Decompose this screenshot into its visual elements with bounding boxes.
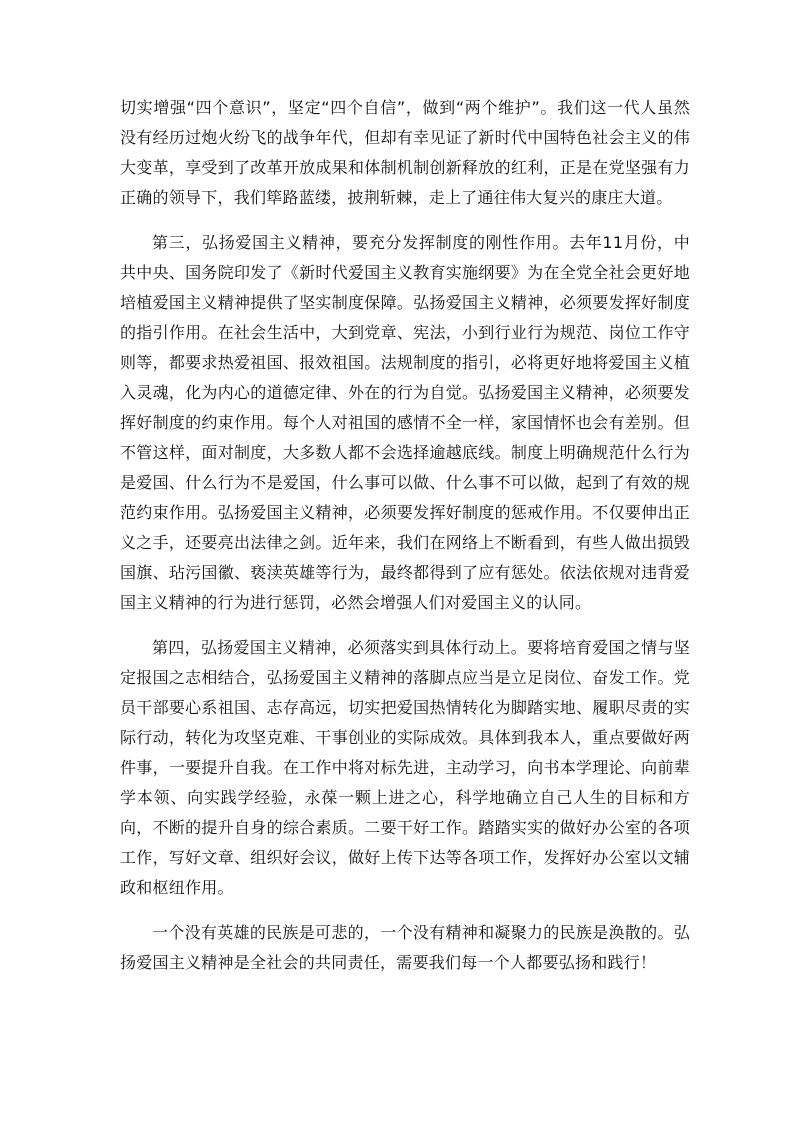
paragraph-continuation: 切实增强“四个意识”，坚定“四个自信”，做到“两个维护”。我们这一代人虽然没有经历过炮火纷飞的战争年代，但却有幸见证了新时代中国特色社会主义的伟大变革，享受到了改革开放成果和体制机制创新释放的红利，正是在党坚强有力正确的领导下，我们筚路蓝缕，披荆斩棘，走上了通往伟大复兴的康庄大道。 [120,98,690,207]
paragraph-third-point: 第三，弘扬爱国主义精神，要充分发挥制度的刚性作用。去年11月份，中共中央、国务院印发了《新时代爱国主义教育实施纲要》为在全党全社会更好地培植爱国主义精神提供了坚实制度保障。弘扬爱国主义精神，必须要发挥好制度的指引作用。在社会生活中，大到党章、宪法，小到行业行为规范、岗位工作守则等，都要求热爱祖国、报效祖国。法规制度的指引，必将更好地将爱国主义植入灵魂，化为内心的道德定律、外在的行为自觉。弘扬爱国主义精神，必须要发挥好制度的约束作用。每个人对祖国的感情不全一样，家国情怀也会有差别。但不管这样，面对制度，大多数人都不会选择逾越底线。制度上明确规范什么行为是爱国、什么行为不是爱国，什么事可以做、什么事不可以做，起到了有效的规范约束作用。弘扬爱国主义精神，必须要发挥好制度的惩戒作用。不仅要伸出正义之手，还要亮出法律之剑。近年来，我们在网络上不断看到，有些人做出损毁国旗、玷污国徽、亵渎英雄等行为，最终都得到了应有惩处。依法依规对违背爱国主义精神的行为进行惩罚，必然会增强人们对爱国主义的认同。 [120,233,690,612]
paragraph-spacer [120,618,690,633]
paragraph-fourth-point: 第四，弘扬爱国主义精神，必须落实到具体行动上。要将培育爱国之情与坚定报国之志相结合，弘扬爱国主义精神的落脚点应当是立足岗位、奋发工作。党员干部要心系祖国、志存高远，切实把爱国热情转化为脚踏实地、履职尽责的实际行动，转化为攻坚克难、干事创业的实际成效。具体到我本人，重点要做好两件事，一要提升自我。在工作中将对标先进，主动学习，向书本学理论、向前辈学本领、向实践学经验，永葆一颗上进之心，科学地确立自己人生的目标和方向，不断的提升自身的综合素质。二要干好工作。踏踏实实的做好办公室的各项工作，写好文章、组织好会议，做好上传下达等各项工作，发挥好办公室以文辅政和枢纽作用。 [120,638,690,897]
paragraph-spacer [120,903,690,918]
paragraph-conclusion: 一个没有英雄的民族是可悲的，一个没有精神和凝聚力的民族是涣散的。弘扬爱国主义精神是全社会的共同责任，需要我们每一个人都要弘扬和践行！ [120,923,690,972]
paragraph-spacer [120,213,690,228]
document-body [120,93,690,978]
